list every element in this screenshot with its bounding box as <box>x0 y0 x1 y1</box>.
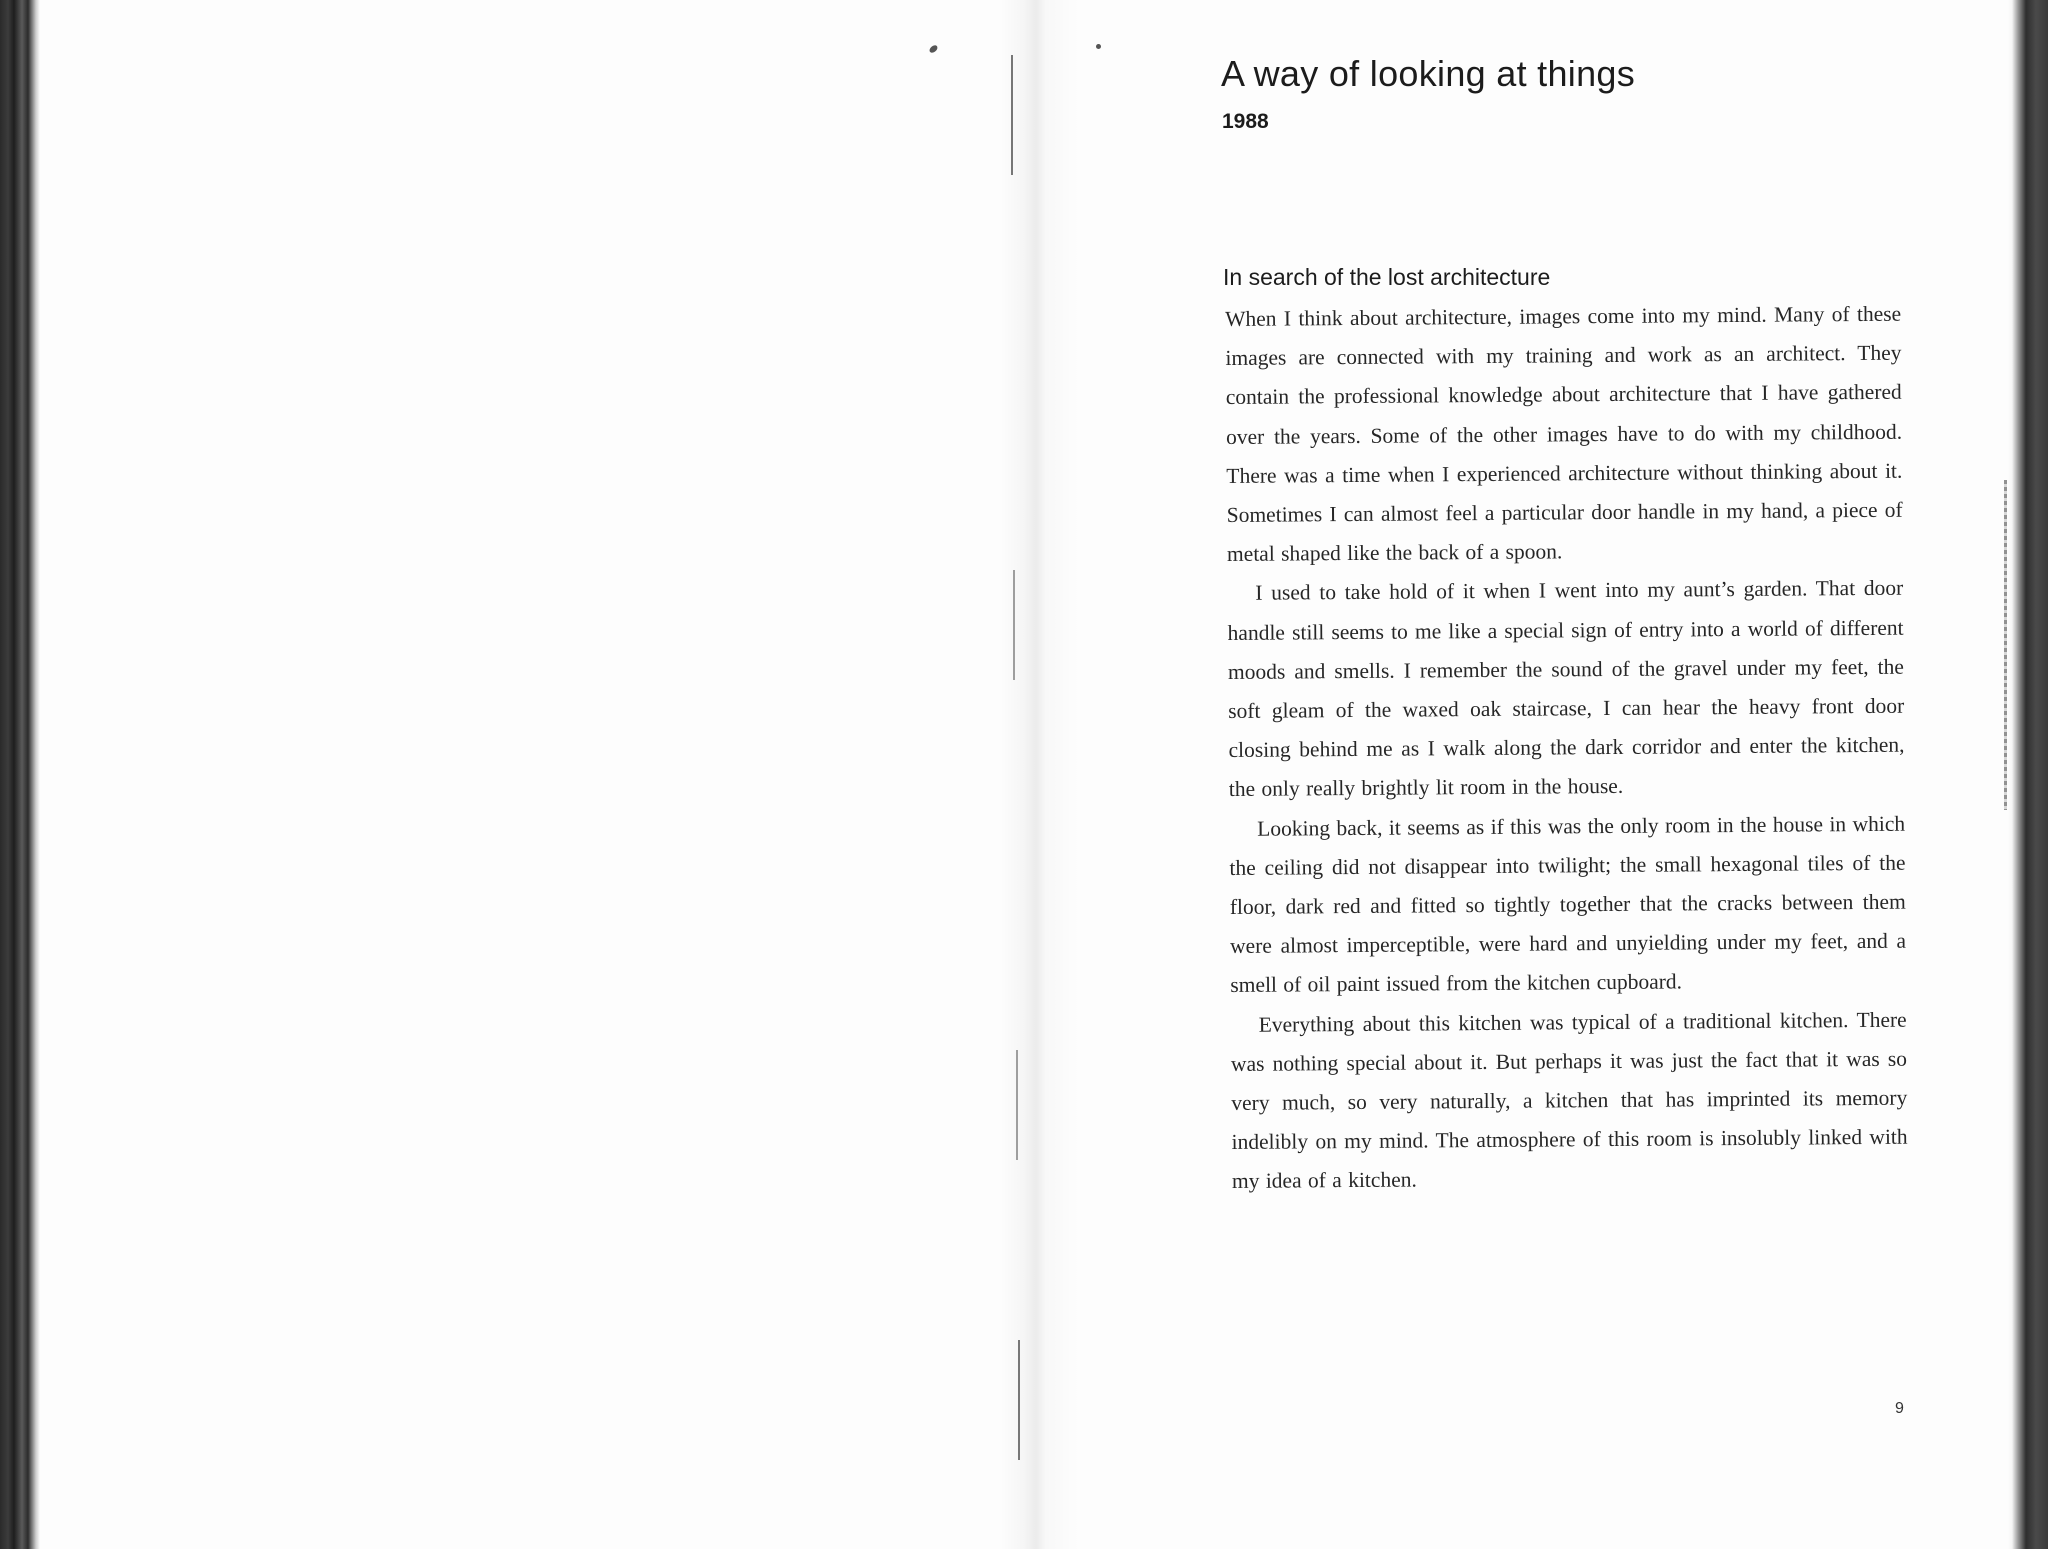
scan-speck <box>928 44 939 54</box>
paragraph: Looking back, it seems as if this was the only room in the house in which the ceiling did not disappear into twilight; the small hexagonal tiles of the floor, dark red and fitted so tightly together that the cracks between them were almost imperceptible, were hard and unyielding under my feet, and a smell of oil paint issued from the kitchen cupboard. <box>1229 811 1907 998</box>
section-heading: In search of the lost architecture <box>1223 264 1551 290</box>
gutter-crease <box>1016 1050 1018 1160</box>
page-number: 9 <box>1895 1400 1904 1417</box>
chapter-year: 1988 <box>1222 110 1269 133</box>
scan-edge-right <box>2008 0 2048 1549</box>
gutter-crease <box>1013 570 1015 680</box>
paragraph: I used to take hold of it when I went into my aunt’s garden. That door handle still seems to me like a special sign of entry into a world of different moods and smells. I remember the sound of the gravel under my feet, the soft gleam of the waxed oak staircase, I can hear the heavy front door closing behind me as I walk along the dark corridor and enter the kitchen, the only really brightly lit room in the house. <box>1227 576 1905 802</box>
scan-speck <box>1096 44 1101 49</box>
gutter-crease <box>1018 1340 1020 1460</box>
edge-smudge <box>2004 480 2007 810</box>
scan-edge-left <box>0 0 40 1549</box>
body-text <box>1225 295 1908 1202</box>
gutter-crease <box>1011 55 1013 175</box>
paragraph: Everything about this kitchen was typical of a traditional kitchen. There was nothing special about it. But perhaps it was just the fact that it was so very much, so very naturally, a kitchen that has imprinted its memory indelibly on my mind. The atmosphere of this room is insolubly linked with my idea of a kitchen. <box>1230 1007 1908 1194</box>
book-gutter <box>1000 0 1080 1549</box>
paragraph: When I think about architecture, images come into my mind. Many of these images are connected with my training and work as an architect. They contain the professional knowledge about architecture that I have gathered over the years. Some of the other images have to do with my childhood. There was a time when I experienced architecture without thinking about it. Sometimes I can almost feel a particular door handle in my hand, a piece of metal shaped like the back of a spoon. <box>1225 301 1903 567</box>
chapter-title: A way of looking at things <box>1221 53 1636 94</box>
